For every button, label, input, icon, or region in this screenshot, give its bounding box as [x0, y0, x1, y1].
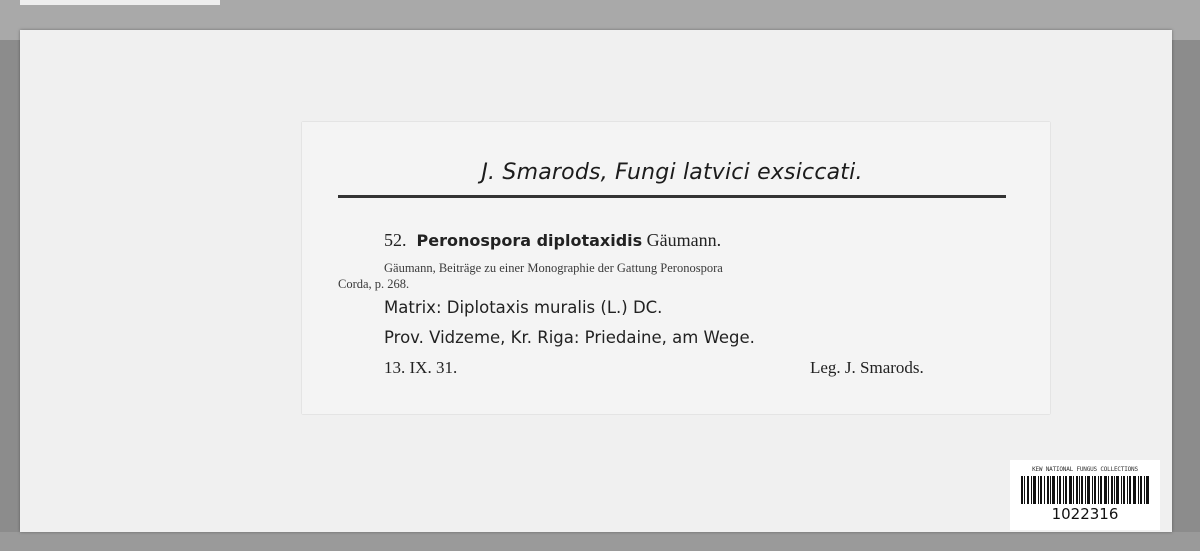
specimen-label	[302, 122, 1050, 414]
barcode-number: 1022316	[1051, 505, 1119, 523]
matrix-line: Matrix: Diplotaxis muralis (L.) DC.	[384, 298, 663, 317]
paper-scrap	[20, 0, 220, 5]
exsiccata-number: 52.	[384, 230, 407, 250]
reference-line-2: Corda, p. 268.	[338, 277, 410, 291]
reference-line-1: Gäumann, Beiträge zu einer Monographie der Gattung Peronospora	[384, 261, 723, 275]
barcode-bars	[1021, 476, 1149, 504]
label-header: J. Smarods, Fungi latvici exsiccati.	[481, 160, 863, 185]
taxon-author: Gäumann.	[646, 230, 722, 250]
herbarium-sheet	[20, 30, 1172, 532]
header-rule	[338, 195, 1006, 198]
backdrop-bottom	[0, 532, 1200, 551]
taxon-name: Peronospora diplotaxidis	[416, 231, 643, 250]
barcode-institution: KEW NATIONAL FUNGUS COLLECTIONS	[1032, 466, 1138, 473]
barcode-label	[1010, 460, 1160, 530]
collection-date: 13. IX. 31.	[384, 358, 458, 377]
species-line	[384, 230, 721, 251]
locality-line: Prov. Vidzeme, Kr. Riga: Priedaine, am Wege.	[384, 328, 755, 347]
collector: Leg. J. Smarods.	[810, 358, 924, 377]
